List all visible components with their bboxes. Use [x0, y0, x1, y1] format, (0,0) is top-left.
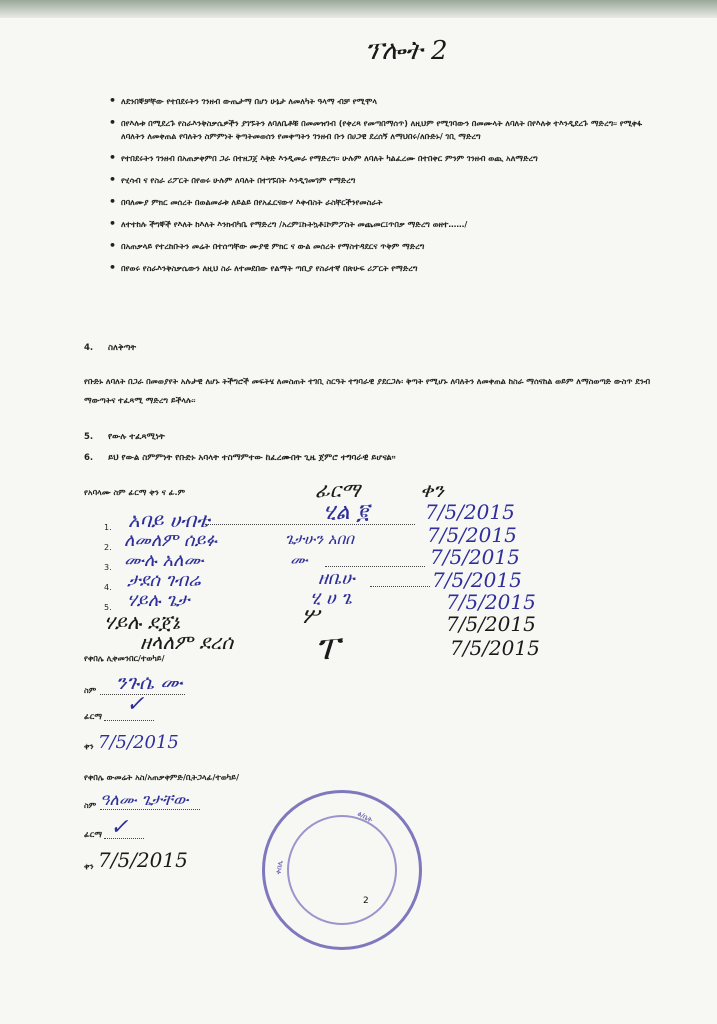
section-4-title: ስለቅጣት	[108, 343, 137, 353]
member-name: ሙሉ አለሙ	[124, 550, 204, 571]
officer-sign-label: ፊርማ	[84, 830, 103, 839]
receiver-date-label: ቀን	[84, 742, 94, 751]
bullet-list	[95, 95, 655, 284]
member-sign: ዘቤሁ	[318, 568, 355, 589]
member-date: 7/5/2015	[432, 568, 522, 592]
section-6-number: 6.	[84, 453, 94, 463]
member-sign: ሂ ሀ ጌ	[310, 588, 353, 609]
member-sign: ሦ	[302, 604, 320, 629]
bullet-item: • ለተተከሉ ችግኞች የእለት ከእለት እንክብካቤ የማድረግ /አረም፤ኩትኳቶ፤ኮምፖስት መጨመር፤ጥበቃ ማድረግ ወዘተ……/	[95, 218, 655, 231]
member-date: 7/5/2015	[427, 523, 517, 547]
member-name: ዘላለም ደረሰ	[140, 630, 234, 654]
receiver-name: ንጉሴ ሙ	[116, 670, 183, 694]
members-label: የአባላሙ ስም ፊርማ ቀን ና ፊ.ም	[84, 488, 186, 497]
officer-date: 7/5/2015	[98, 848, 188, 872]
officer-name-label: ስም	[84, 801, 97, 810]
member-name: ታደሰ ገብሬ	[127, 570, 201, 591]
member-date: 7/5/2015	[450, 636, 540, 660]
member-sign: ፐ	[315, 628, 339, 668]
member-sign: ሙ	[290, 550, 308, 569]
signature-column-heading: ፊርማ	[315, 478, 361, 502]
bullet-item: • የተበደሩትን ገንዘብ በአጠቃቀምበ ጋራ በተዘጋጀ እቅድ እንዲመራ የማድረግ። ሁሉም ለባለት ካልፈረሙ በተበቀር ምንም ገንዘብ ወጪ አለማድረግ	[95, 152, 655, 165]
bullet-item: • በየእሉቱ በሚደረጉ የስራእንቅስቃሴዎችን ያገኙትን ለባለቤቶቹ በመመዝገብ (የቀረጻ የመጣበማሰጥ) ለዚህም የሚገባውን በመሙላት ለባለት በየእለቱ ተእንዲደረጉ ማድረግ። የሚቀፋ ለባለትን ለመቀጠል የባለትን ስምምነት ቅጣትመወሰን የመቀጣትን ገንዘብ ቡን በሀጋዊ ደረሰኝ ለማህበሩ/ለቡድኑ/ ገቢ ማድረግ	[95, 117, 655, 143]
officer-label: የቀበሌ ውመሬት አስ/አጠቃቀምድ/ቢትጋላፊ/ተወካይ/	[84, 773, 240, 782]
section-5-title: የውሉ ተፈጻሚነት	[108, 432, 165, 442]
member-number: 2.	[104, 543, 112, 552]
receiver-label: የቀበሌ ሊቀመንበር/ተወካይ/	[84, 654, 165, 663]
stamp-inner-ring	[287, 815, 397, 925]
official-stamp	[262, 790, 422, 950]
page-number: 2	[363, 896, 369, 906]
handwritten-title: ፕሎት 2	[365, 36, 448, 66]
receiver-signature: ✓	[126, 692, 145, 717]
bullet-item: • በየወሩ የስራእንቅስቃሴውን ለዚህ ስራ ለተመደበው የልማት ጣቢያ የስራተኛ በጽሁፍ ሪፖርት የማድረግ	[95, 262, 655, 275]
bullet-item: • በባለሙያ ምክር መሰረት በወልመራቱ ለይልይ በየአፈርናውሃ እቀብስት ራስቸርችንየመስራት	[95, 196, 655, 209]
bullet-item: • የሂሳብ ና የስራ ሪፖርት በየወሩ ሁሉም ለባለት በተገኙበት እንዲገመገም የማድረግ	[95, 174, 655, 187]
member-line	[205, 524, 415, 525]
date-column-heading: ቀን	[420, 478, 444, 502]
receiver-sign-label: ፊርማ	[84, 712, 103, 721]
member-line	[370, 586, 430, 587]
officer-name-line	[100, 809, 200, 810]
member-line	[325, 566, 425, 567]
bullet-item: • ለደንበኞቻቸው የተበደሩትን ገንዘብ ውጤታማ በሆነ ሁኔታ ለመለካት ዓላማ ብቻ የሚሞላ	[95, 95, 655, 108]
member-sign: ጌታሁን አበበ	[285, 530, 354, 548]
officer-name: ዓለሙ ጌታቸው	[100, 790, 189, 809]
section-6-text: ይህ የውል ስምምነት የቡድኑ አባላት ተስማምተው ከፈረሙበት ጊዜ ጀምሮ ተግባራዊ ይሆናል።	[108, 453, 396, 463]
member-name: ሃይሉ ደጀኔ	[104, 610, 180, 634]
section-4-number: 4.	[84, 343, 94, 353]
member-date: 7/5/2015	[446, 590, 536, 614]
member-date: 7/5/2015	[446, 612, 536, 636]
receiver-sign-line	[104, 720, 154, 721]
member-name: ለመለም ሰይፉ	[124, 530, 218, 551]
member-sign: ሂል ፪	[323, 500, 369, 525]
member-date: 7/5/2015	[425, 500, 515, 524]
member-number: 5.	[104, 603, 112, 612]
member-number: 3.	[104, 563, 112, 572]
section-5-number: 5.	[84, 432, 94, 442]
member-name: አባይ ሀብቴ	[128, 508, 210, 532]
officer-date-label: ቀን	[84, 862, 94, 871]
member-date: 7/5/2015	[430, 545, 520, 569]
member-number: 4.	[104, 583, 112, 592]
page-edge-shadow	[0, 0, 717, 18]
member-number: 1.	[104, 523, 112, 532]
stamp-text-top: ፅ/ቤት	[356, 809, 374, 825]
officer-signature: ✓	[110, 815, 129, 840]
receiver-name-label: ስም	[84, 686, 97, 695]
officer-sign-line	[104, 838, 144, 839]
section-4-text: የቡድኑ ለባለት በጋራ በመወያየት አሉታዊ ለሆኑ ትችግሮች መፍትሄ ለመስጠት ተገቢ ስርዓት ተግባራዊ ያደርጋሉ፡ ቅጣት የሚሆኑ ለባለትን ለመቀጠል ከስራ ማሰናከል ወይም ለማስወጣድ ውስጥ ደንብ ማውጣትና ተፈጻሚ ማድረግ ይችላሉ።	[84, 377, 651, 405]
member-name: ሃይሉ ጌታ	[127, 590, 190, 611]
receiver-date: 7/5/2015	[98, 732, 179, 753]
bullet-item: • በአጠቃላይ የተረከቡትን መሬት በተሰጣቸው ሙያዊ ምክር ና ውል መሰረት የማስተዳደርና ጥቅም ማድረግ	[95, 240, 655, 253]
stamp-text-left: ቀበሌ	[274, 859, 285, 875]
